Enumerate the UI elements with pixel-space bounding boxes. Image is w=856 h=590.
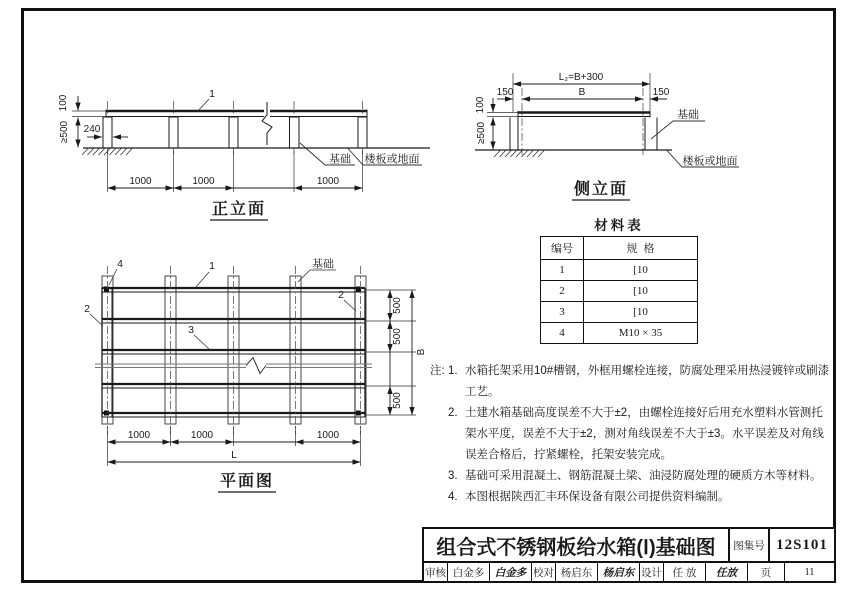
material-table-title: 材料表 [594,218,644,233]
dim-ge500: ≥500 [59,120,70,144]
title-block-row-people [424,563,834,581]
foundation-piers [103,117,367,148]
callout-3: 3 [188,324,194,336]
channel-beam [106,110,367,118]
note-text: 土建水箱基础高度误差不大于±2，由螺栓连接好后用充水塑料水管测托架水平度，误差不大于±2，测对角线误差不大于±3。水平误差及对角线误差合格后，拧紧螺栓，托架安装完成。 [465,407,824,461]
dim-1000-2: 1000 [190,430,214,441]
dim-100: 100 [58,94,69,112]
foundation-label: 基础 [677,109,699,121]
table-row [541,260,698,281]
ground-hatch [494,151,544,158]
title-block [422,527,836,583]
front-elevation-title: 正立面 [211,201,267,218]
dim-500-1: 500 [392,297,403,314]
foundation-label: 基础 [312,258,334,271]
dim-b: B [578,87,586,98]
dim-100: 100 [475,96,486,114]
note-text: 水箱托架采用10#槽钢，外框用螺栓连接，防腐处理采用热浸镀锌或刷漆工艺。 [465,365,830,398]
page-number: 11 [804,566,815,578]
callout-2-right: 2 [338,289,344,301]
dim-ge500: ≥500 [476,121,487,145]
note-text: 本图根据陕西汇丰环保设备有限公司提供资料编制。 [465,491,730,503]
side-elevation-drawing [455,55,755,210]
note-number: 3. [448,470,458,482]
note-item [448,466,830,487]
designer-signature: 任放 [706,563,748,581]
note-text: 基础可采用混凝土、钢筋混凝土梁、油浸防腐处理的硬质方木等材料。 [465,470,822,482]
note-number: 4. [448,491,458,503]
checker-label: 校对 [532,563,556,581]
table-row [541,302,698,323]
page-label: 页 [748,563,785,581]
row-spec: [10 [584,260,698,281]
row-no: 1 [541,260,584,281]
side-elevation-title: 侧立面 [573,181,629,198]
reviewer-signature: 白金多 [490,563,532,581]
callout-2-left: 2 [84,303,90,315]
dim-150-left: 150 [496,87,514,98]
dim-1000-2: 1000 [192,176,215,187]
dim-240: 240 [83,124,101,135]
plan-view-drawing [60,250,450,500]
atlas-number-label: 图集号 [730,529,770,561]
channel-beam [518,111,650,118]
drawing-title: 组合式不锈钢板给水箱(Ⅰ)基础图 [424,529,730,561]
dim-l: L [231,450,237,461]
note-number: 2. [448,407,458,419]
dim-500-2: 500 [392,328,403,345]
dim-150-right: 150 [652,87,670,98]
row-no: 2 [541,281,584,302]
dim-l2: L₂=B+300 [558,72,604,83]
foundation-label: 基础 [329,153,351,166]
dim-500-3: 500 [392,392,403,409]
dim-1000-1: 1000 [127,430,151,441]
reviewer-label: 审核 [424,563,448,581]
dim-b: B [416,348,427,356]
title-block-row-main [424,529,834,563]
callouts [84,257,356,350]
bottom-dimensions [108,151,363,192]
dim-1000-3: 1000 [316,430,340,441]
table-row [541,281,698,302]
note-item [448,487,830,508]
checker-signature: 杨启东 [598,563,640,581]
left-dimensions [58,94,106,147]
callout-1: 1 [209,88,215,100]
right-dimensions [366,290,427,415]
row-no: 4 [541,323,584,344]
note-number: 1. [448,365,458,377]
col-header-spec: 规 格 [584,237,698,260]
floor-label: 楼板或地面 [364,153,420,166]
top-dimensions [497,72,670,99]
reviewer-name: 白金多 [448,563,490,581]
material-table-header [541,237,698,260]
foundation-edges [510,118,657,151]
notes-items [448,361,830,508]
material-table [540,236,698,344]
row-spec: [10 [584,281,698,302]
ground-hatch [82,149,132,156]
notes-label: 注: [430,365,445,377]
row-no: 3 [541,302,584,323]
callout-1: 1 [209,260,215,272]
dim-1000-3: 1000 [316,176,340,187]
callout-4: 4 [117,258,123,270]
front-elevation-drawing [30,55,450,230]
floor-label: 楼板或地面 [682,155,738,168]
dim-1000-1: 1000 [129,176,152,187]
row-spec: [10 [584,302,698,323]
left-dimensions [475,96,493,149]
col-header-no: 编号 [541,237,584,260]
designer-label: 设计 [640,563,664,581]
break-symbol [262,102,272,145]
note-item [448,361,830,403]
notes [430,361,830,508]
foundation-centerlines [522,88,643,155]
row-spec: M10 × 35 [584,323,698,344]
note-item [448,403,830,466]
designer-name: 任 放 [664,563,706,581]
leader-labels [651,107,739,168]
bottom-dimensions [108,426,361,466]
atlas-number: 12S101 [776,536,828,553]
plan-view-title: 平面图 [219,473,275,490]
checker-name: 杨启东 [556,563,598,581]
table-row [541,323,698,344]
